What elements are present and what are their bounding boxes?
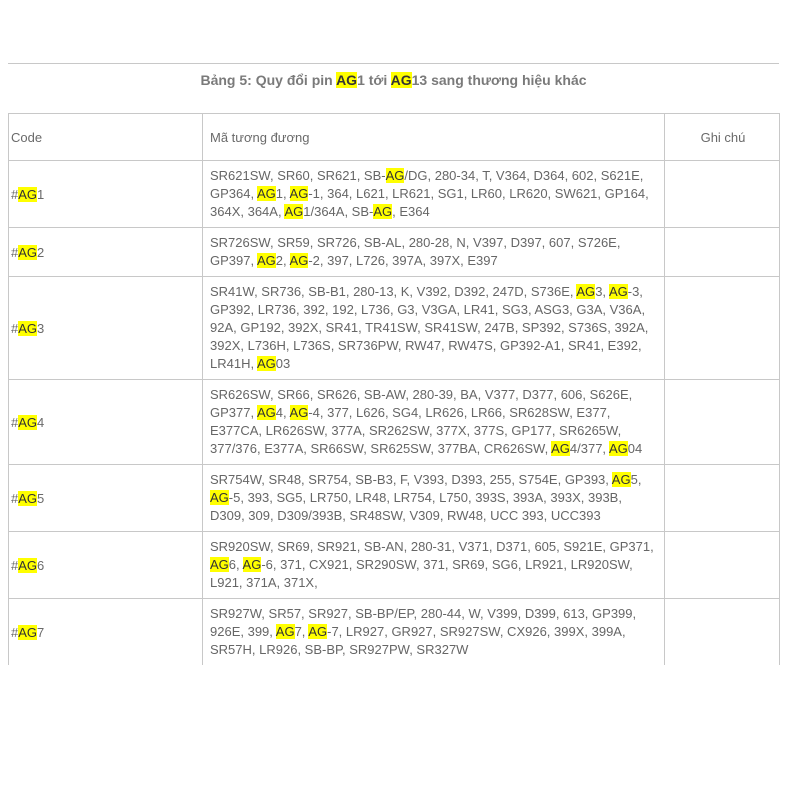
row-equivalents: SR626SW, SR66, SR626, SB-AW, 280-39, BA, V377, D377, 606, S626E, GP377, AG4, AG-4, 377, L626, SG4, LR626, LR66, SR628SW, E377, E377CA, LR626SW, 377A, SR262SW, 377X, 377S, GP177, SR6265W, 377/376, E377A, SR66SW, SR625SW, 377BA, CR626SW, AG4/377, AG04 [203, 380, 665, 465]
search-highlight: AG [608, 441, 628, 456]
search-highlight: AG [256, 405, 276, 420]
row-note [665, 380, 780, 465]
row-equivalents: SR726SW, SR59, SR726, SB-AL, 280-28, N, V397, D397, 607, S726E, GP397, AG2, AG-2, 397, L726, 397A, 397X, E397 [203, 228, 665, 277]
search-highlight: AG [210, 557, 229, 572]
search-highlight: AG [284, 204, 304, 219]
top-divider [8, 63, 779, 64]
row-code: #AG1 [9, 161, 203, 228]
search-highlight: AG [551, 441, 570, 456]
search-highlight: AG [18, 490, 38, 506]
conversion-table [8, 113, 780, 665]
search-highlight: AG [373, 204, 393, 219]
search-highlight: AG [275, 624, 295, 639]
search-highlight: AG [18, 244, 38, 260]
row-note [665, 228, 780, 277]
search-highlight: AG [18, 320, 38, 336]
row-equivalents: SR920SW, SR69, SR921, SB-AN, 280-31, V371, D371, 605, S921E, GP371, AG6, AG-6, 371, CX921, SR290SW, 371, SR69, SG6, LR921, LR920SW, L921, 371A, 371X, [203, 532, 665, 599]
search-highlight: AG [289, 186, 309, 201]
search-highlight: AG [256, 253, 276, 268]
header-row [9, 114, 780, 161]
table-row [9, 161, 780, 228]
search-highlight: AG [18, 624, 38, 640]
header-note: Ghi chú [665, 114, 780, 161]
row-code: #AG6 [9, 532, 203, 599]
search-highlight: AG [210, 490, 229, 505]
header-equivalent: Mã tương đương [203, 114, 665, 161]
table-row [9, 277, 780, 380]
search-highlight: AG [608, 284, 628, 299]
search-highlight: AG [385, 168, 405, 183]
table-row [9, 380, 780, 465]
row-note [665, 599, 780, 666]
table-row [9, 465, 780, 532]
search-highlight: AG [289, 405, 309, 420]
search-highlight: AG [256, 356, 276, 371]
row-equivalents: SR927W, SR57, SR927, SB-BP/EP, 280-44, W, V399, D399, 613, GP399, 926E, 399, AG7, AG-7, LR927, GR927, SR927SW, CX926, 399X, 399A, SR57H, LR926, SB-BP, SR927PW, SR327W [203, 599, 665, 666]
search-highlight: AG [18, 557, 38, 573]
row-equivalents: SR754W, SR48, SR754, SB-B3, F, V393, D393, 255, S754E, GP393, AG5, AG-5, 393, SG5, LR750, LR48, LR754, L750, 393S, 393A, 393X, 393B, D309, 309, D309/393B, SR48SW, V309, RW48, UCC 393, UCC393 [203, 465, 665, 532]
search-highlight: AG [18, 414, 38, 430]
caption-highlight-2: AG [390, 72, 412, 88]
table-row [9, 532, 780, 599]
caption-middle: 1 tới [357, 72, 391, 88]
row-code: #AG7 [9, 599, 203, 666]
table-row [9, 228, 780, 277]
header-code: Code [9, 114, 203, 161]
search-highlight: AG [242, 557, 262, 572]
row-note [665, 161, 780, 228]
row-code: #AG4 [9, 380, 203, 465]
search-highlight: AG [256, 186, 276, 201]
row-note [665, 532, 780, 599]
row-equivalents: SR621SW, SR60, SR621, SB-AG/DG, 280-34, T, V364, D364, 602, S621E, GP364, AG1, AG-1, 364, L621, LR621, SG1, LR60, LR620, SW621, GP164, 364X, 364A, AG1/364A, SB-AG, E364 [203, 161, 665, 228]
row-code: #AG2 [9, 228, 203, 277]
caption-highlight-1: AG [336, 72, 358, 88]
row-note [665, 277, 780, 380]
caption-suffix: 13 sang thương hiệu khác [411, 72, 587, 88]
table-row [9, 599, 780, 666]
search-highlight: AG [18, 186, 38, 202]
search-highlight: AG [576, 284, 596, 299]
row-code: #AG3 [9, 277, 203, 380]
caption-prefix: Bảng 5: Quy đổi pin [200, 72, 337, 88]
table-body [9, 161, 780, 666]
search-highlight: AG [611, 472, 631, 487]
search-highlight: AG [308, 624, 328, 639]
row-note [665, 465, 780, 532]
table-caption [8, 70, 779, 90]
row-equivalents: SR41W, SR736, SB-B1, 280-13, K, V392, D392, 247D, S736E, AG3, AG-3, GP392, LR736, 392, 192, L736, G3, V3GA, LR41, SG3, ASG3, G3A, V36A, 92A, GP192, 392X, SR41, TR41SW, SR41SW, 247B, SP392, S736S, 392A, 392X, L736H, L736S, SR736PW, RW47, RW47S, GP392-A1, SR41, E392, LR41H, AG03 [203, 277, 665, 380]
row-code: #AG5 [9, 465, 203, 532]
search-highlight: AG [289, 253, 309, 268]
